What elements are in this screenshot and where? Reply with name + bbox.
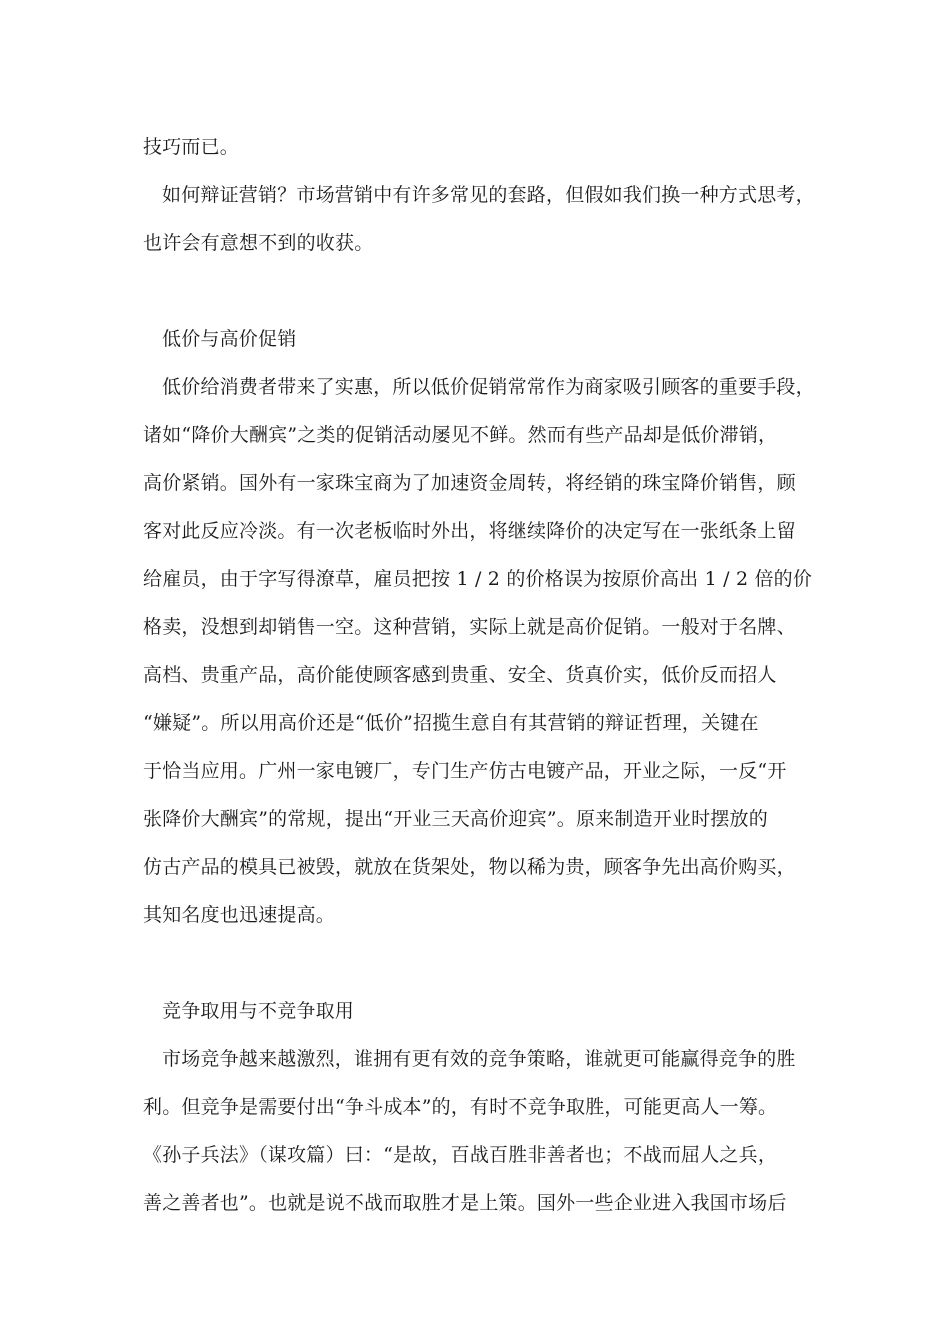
paragraph-line: “嫌疑”。所以用高价还是“低价”招揽生意自有其营销的辩证哲理，关键在 [143, 712, 759, 734]
paragraph-line: 也许会有意想不到的收获。 [143, 232, 374, 254]
paragraph-line: 市场竞争越来越激烈，谁拥有更有效的竞争策略，谁就更可能赢得竞争的胜 [162, 1048, 796, 1070]
paragraph-line: 低价给消费者带来了实惠，所以低价促销常常作为商家吸引顾客的重要手段， [162, 376, 815, 398]
paragraph-line: 客对此反应冷淡。有一次老板临时外出，将继续降价的决定写在一张纸条上留 [143, 520, 796, 542]
paragraph-line: 善之善者也”。也就是说不战而取胜才是上策。国外一些企业进入我国市场后 [143, 1192, 787, 1214]
paragraph-line: 技巧而已。 [143, 136, 240, 158]
paragraph-line: 《孙子兵法》（谋攻篇）曰：“是故，百战百胜非善者也；不战而屈人之兵， [143, 1144, 778, 1166]
paragraph-line: 利。但竞争是需要付出“争斗成本”的，有时不竞争取胜，可能更高人一筹。 [143, 1096, 778, 1118]
paragraph-line: 高档、贵重产品，高价能使顾客感到贵重、安全、货真价实，低价反而招人 [143, 664, 777, 686]
paragraph-line: 其知名度也迅速提高。 [143, 904, 336, 926]
paragraph-line: 格卖，没想到却销售一空。这种营销，实际上就是高价促销。一般对于名牌、 [143, 616, 796, 638]
paragraph-line: 仿古产品的模具已被毁，就放在货架处，物以稀为贵，顾客争先出高价购买， [143, 856, 796, 878]
paragraph-line: 张降价大酬宾”的常规，提出“开业三天高价迎宾”。原来制造开业时摆放的 [143, 808, 768, 830]
section-heading-pricing: 低价与高价促销 [162, 328, 297, 350]
paragraph-line: 诸如“降价大酬宾”之类的促销活动屡见不鲜。然而有些产品却是低价滞销， [143, 424, 778, 446]
section-heading-competition: 竞争取用与不竞争取用 [162, 1000, 355, 1022]
paragraph-line: 于恰当应用。广州一家电镀厂，专门生产仿古电镀产品，开业之际，一反“开 [143, 760, 787, 782]
paragraph-line: 给雇员，由于字写得潦草，雇员把按 1 / 2 的价格误为按原价高出 1 / 2 倍的价 [143, 568, 813, 590]
paragraph-line: 高价紧销。国外有一家珠宝商为了加速资金周转，将经销的珠宝降价销售，顾 [143, 472, 796, 494]
paragraph-line: 如何辩证营销？市场营销中有许多常见的套路，但假如我们换一种方式思考， [162, 184, 815, 206]
